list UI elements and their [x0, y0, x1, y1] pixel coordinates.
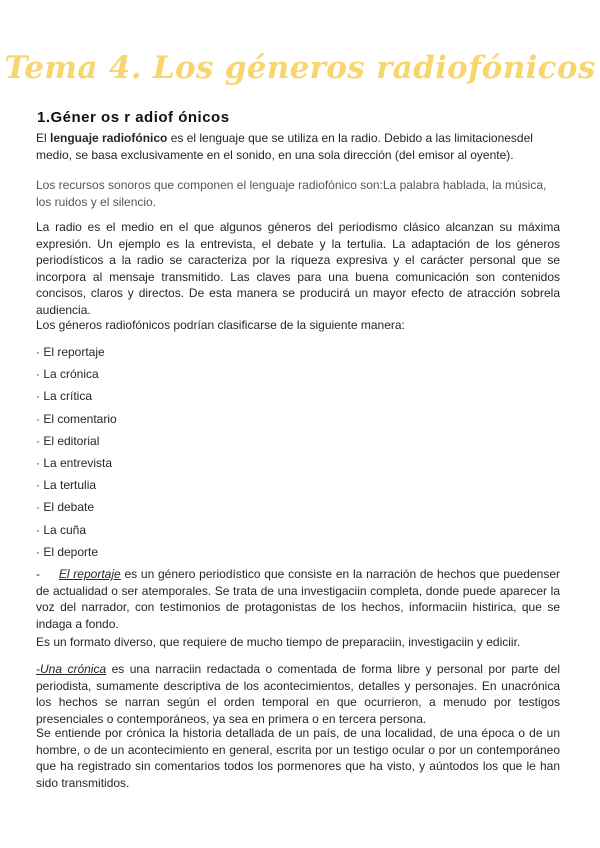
paragraph-reportaje: - El reportaje es un género periodístico que consiste en la narración de hechos que puedenser de actualidad o ser atemporales. Se trata de una investigaciin completa, donde puede aparecer la voz del narrador, con testimonios de protagonistas de los hechos, informaciin histirica, que se indaga a fondo.: [36, 567, 560, 631]
paragraph-lenguaje: El lenguaje radiofónico es el lenguaje que se utiliza en la radio. Debido a las limitacionesdel medio, se basa exclusivamente en el sonido, en una sola dirección (del emisor al oyente).: [36, 131, 533, 162]
paragraph-clasificacion: Los géneros radiofónicos podrían clasificarse de la siguiente manera:: [36, 318, 405, 332]
bold-term: lenguaje radiofónico: [50, 131, 168, 145]
list-item: · La entrevista: [36, 455, 113, 470]
list-item: · La crónica: [36, 367, 99, 382]
section-heading: 1.Géner os r adiof ónicos: [37, 109, 230, 126]
genre-list: [36, 341, 117, 563]
list-item: · El deporte: [36, 544, 99, 559]
list-item: · La cuña: [36, 522, 87, 537]
list-item: · El reportaje: [36, 345, 105, 359]
paragraph-formato: Es un formato diverso, que requiere de mucho tiempo de preparaciin, investigaciin y ediciir.: [36, 635, 521, 649]
paragraph-radio: La radio es el medio en el que algunos géneros del periodismo clásico alcanzan su máxima expresión. Un ejemplo es la entrevista, el debate y la tertulia. La adaptación de los géneros periodísticos a la radio se caracteriza por la riqueza expresiva y el carácter personal que se incorpora al mensaje transmitido. Las claves para una buena comunicación son contenidos concisos, claros y directos. De esta manera se producirá un mayor efecto de atracción sobrela audiencia.: [36, 220, 560, 317]
list-item: · El comentario: [36, 411, 117, 426]
paragraph-cronica: -Una crónica es una narraciin redactada o comentada de forma libre y personal por parte del periodista, sumamente descriptiva de los acontecimientos, detalles y personajes. En unacrónica los hechos se narran según el orden temporal en que ocurrieron, a menudo por testigos presenciales o contemporáneos, ya sea en primera o en tercera persona.: [36, 662, 561, 726]
term-cronica: -Una crónica: [36, 662, 107, 676]
list-item: · La crítica: [36, 389, 93, 404]
list-item: · La tertulia: [36, 478, 97, 493]
term-reportaje: El reportaje: [58, 567, 121, 581]
paragraph-cronica-definicion: Se entiende por crónica la historia detallada de un país, de una localidad, de una época o de un hombre, o de un acontecimiento en general, escrita por un testigo ocular o por un contemporáneo que ha registrado sin comentarios todos los pormenores que ha visto, y aúntodos los que le han sido transmitidos.: [36, 726, 560, 790]
list-item: · El editorial: [36, 433, 100, 448]
list-item: · El debate: [36, 500, 95, 515]
paragraph-recursos: Los recursos sonoros que componen el lenguaje radiofónico son:La palabra hablada, la música, los ruidos y el silencio.: [36, 178, 547, 209]
document-title: Tema 4. Los géneros radiofónicos: [4, 50, 596, 86]
